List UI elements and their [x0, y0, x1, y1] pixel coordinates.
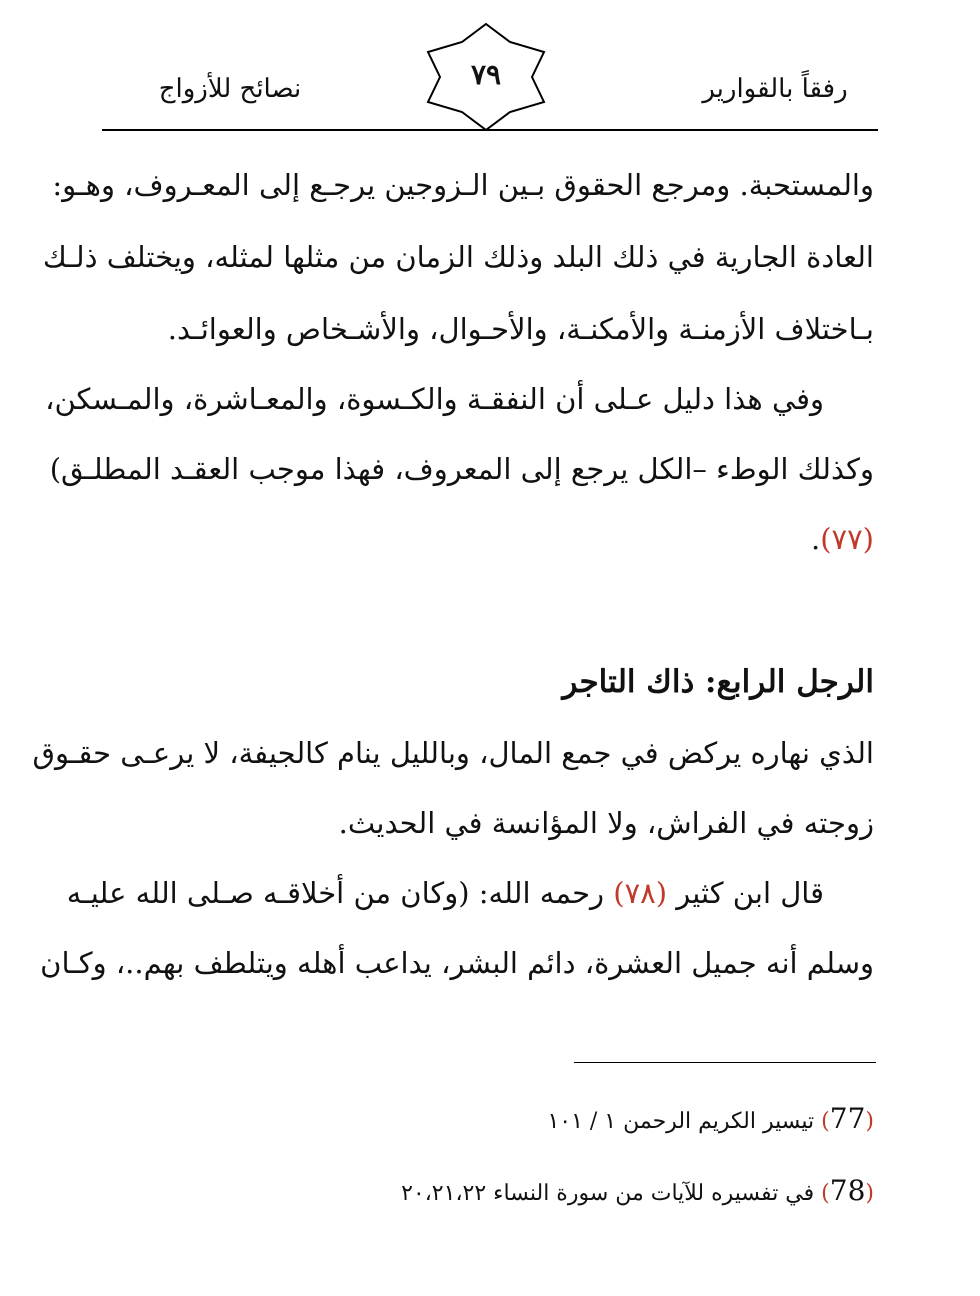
paragraph-line	[66, 876, 824, 910]
paragraph-line: الذي نهاره يركض في جمع المال، وبالليل ينام كالجيفة، لا يرعـى حقـوق	[32, 736, 874, 770]
footnote-text: في تفسيره للآيات من سورة النساء ٢٠،٢١،٢٢	[401, 1181, 815, 1206]
footnote-reference[interactable]: (٧٨)	[613, 876, 668, 910]
paragraph-line	[104, 522, 874, 556]
text-fragment: قال ابن كثير	[676, 876, 824, 910]
footnote-number: 77	[829, 1102, 866, 1135]
footnote-item: (78) في تفسيره للآيات من سورة النساء ٢٠،٢١،٢٢	[401, 1174, 874, 1207]
section-heading: الرجل الرابع: ذاك التاجر	[562, 664, 874, 700]
paragraph-line: زوجته في الفراش، ولا المؤانسة في الحديث.	[338, 806, 874, 840]
footnote-divider	[574, 1062, 876, 1063]
paragraph-line: وسلم أنه جميل العشرة، دائم البشر، يداعب أهله ويتلطف بهم..، وكـان	[40, 946, 874, 980]
paragraph-line: وكذلك الوطء –الكل يرجع إلى المعروف، فهذا موجب العقـد المطلـق)	[49, 452, 874, 486]
period: .	[810, 522, 821, 556]
text-fragment: رحمه الله: (وكان من أخلاقـه صـلى الله عليـه	[66, 876, 605, 910]
footnote-item: (77) تيسير الكريم الرحمن ١ / ١٠١	[547, 1102, 874, 1135]
paragraph-line: والمستحبة. ومرجع الحقوق بـين الـزوجين يرجـع إلى المعـروف، وهـو:	[52, 168, 874, 202]
header-chapter-title: رفقاً بالقوارير	[702, 74, 848, 104]
header-divider	[102, 129, 878, 131]
paragraph-line: بـاختلاف الأزمنـة والأمكنـة، والأحـوال، والأشـخاص والعوائـد.	[167, 312, 874, 346]
footnote-number: 78	[829, 1174, 866, 1207]
page-number-badge	[424, 22, 548, 132]
page-number: ٧٩	[470, 58, 502, 91]
footnote-reference[interactable]: (٧٧)	[820, 522, 874, 556]
paragraph-line: العادة الجارية في ذلك البلد وذلك الزمان من مثلها لمثله، ويختلف ذلـك	[42, 240, 874, 274]
header-book-title: نصائح للأزواج	[158, 74, 302, 104]
footnote-text: تيسير الكريم الرحمن ١ / ١٠١	[547, 1109, 815, 1134]
paragraph-line: وفي هذا دليل عـلى أن النفقـة والكـسوة، والمعـاشرة، والمـسكن،	[45, 382, 824, 416]
